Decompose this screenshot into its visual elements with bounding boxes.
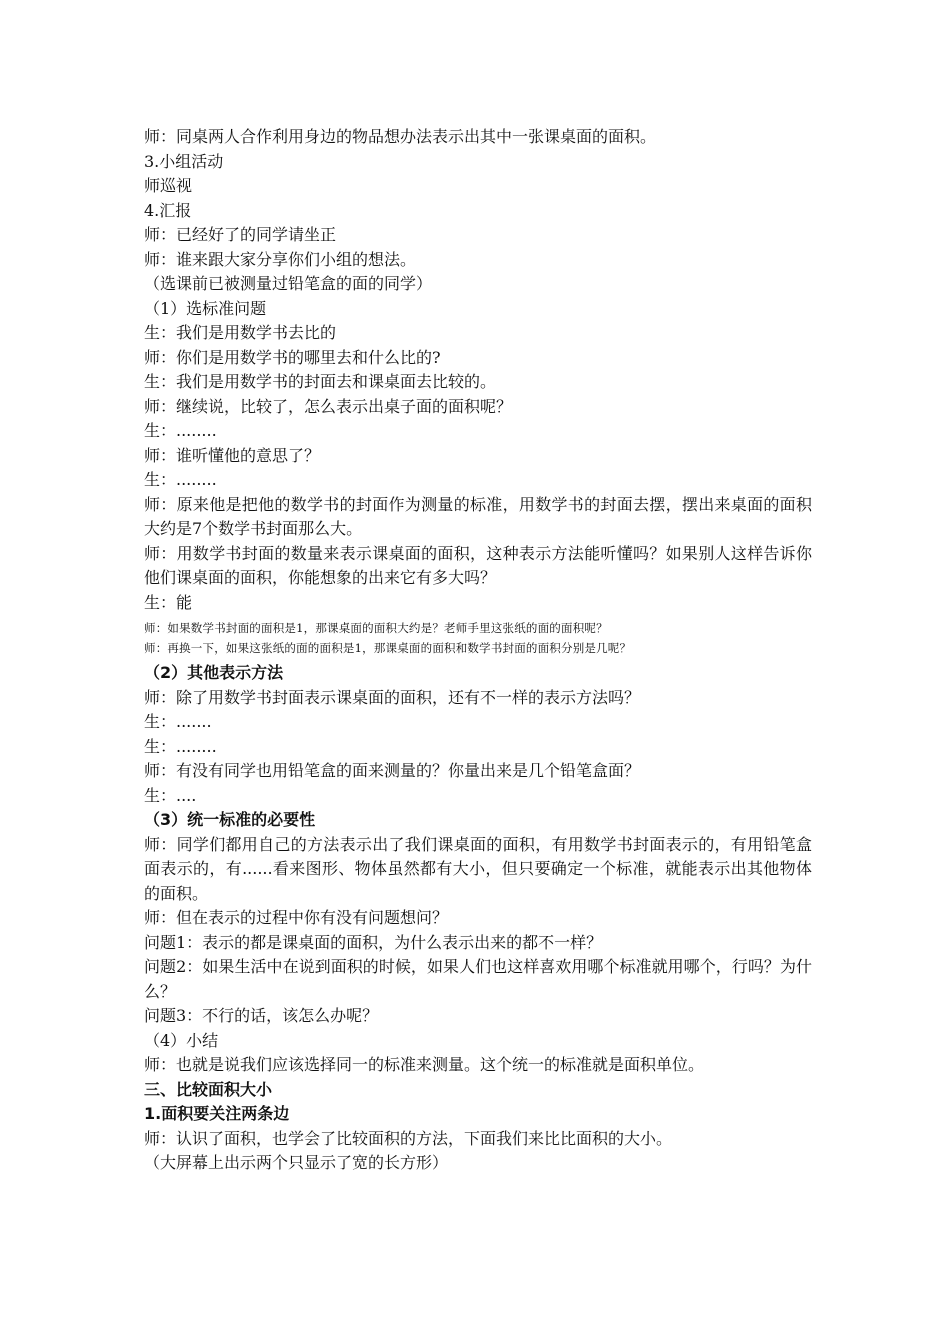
question-line: 问题3：不行的话，该怎么办呢？: [144, 1006, 379, 1025]
text-line: 生：........: [144, 421, 217, 440]
question-line: 问题1：表示的都是课桌面的面积，为什么表示出来的都不一样？: [144, 932, 603, 952]
text-line: 师：你们是用数学书的哪里去和什么比的?: [144, 347, 441, 367]
question-line: 问题2：如果生活中在说到面积的时候，如果人们也这样喜欢用哪个标准就用哪个，行吗？为什么？: [144, 957, 812, 1001]
text-line: 生：....: [144, 785, 197, 805]
text-line: 师：谁听懂他的意思了？: [144, 445, 321, 465]
text-paragraph: 师：同学们都用自己的方法表示出了我们课桌面的面积，有用数学书封面表示的，有用铅笔盒面表示的，有......看来图形、物体虽然都有大小，但只要确定一个标准，就能表示出其他物体的面积。: [144, 834, 812, 903]
text-line: 生：我们是用数学书的封面去和课桌面去比较的。: [144, 372, 497, 391]
document-body: [144, 125, 812, 1176]
text-line: 生：........: [144, 470, 217, 489]
text-paragraph: 师：原来他是把他的数学书的封面作为测量的标准，用数学书的封面去摆，摆出来桌面的面积大约是7个数学书封面那么大。: [144, 494, 812, 538]
section-heading: 3.小组活动: [144, 151, 224, 171]
section-heading: 三、比较面积大小: [144, 1079, 273, 1099]
text-line: 师：有没有同学也用铅笔盒的面来测量的？你量出来是几个铅笔盒面？: [144, 761, 641, 780]
small-text-line: 师：如果数学书封面的面积是1，那课桌面的面积大约是？老师手里这张纸的面的面积呢？: [144, 621, 608, 635]
text-line: 师：同桌两人合作利用身边的物品想办法表示出其中一张课桌面的面积。: [144, 127, 657, 146]
text-line: 生：能: [144, 592, 193, 612]
subsection-heading: （3）统一标准的必要性: [144, 810, 316, 829]
text-line: （大屏幕上出示两个只显示了宽的长方形）: [144, 1153, 449, 1172]
text-line: 生：.......: [144, 712, 212, 731]
text-line: 师：继续说，比较了，怎么表示出桌子面的面积呢？: [144, 396, 513, 416]
text-line: 师：除了用数学书封面表示课桌面的面积，还有不一样的表示方法吗？: [144, 687, 641, 707]
subsection-heading: （1）选标准问题: [144, 298, 267, 318]
subsection-heading: （2）其他表示方法: [144, 663, 284, 682]
subsection-heading: （4）小结: [144, 1030, 219, 1050]
text-line: 师：认识了面积，也学会了比较面积的方法，下面我们来比比面积的大小。: [144, 1128, 673, 1148]
text-line: （选课前已被测量过铅笔盒的面的同学）: [144, 274, 433, 293]
text-line: 师：谁来跟大家分享你们小组的想法。: [144, 249, 417, 269]
text-paragraph: 师：用数学书封面的数量来表示课桌面的面积，这种表示方法能听懂吗？如果别人这样告诉你他们课桌面的面积，你能想象的出来它有多大吗？: [144, 543, 812, 587]
section-heading: 4.汇报: [144, 200, 192, 220]
text-line: 师巡视: [144, 176, 193, 195]
text-line: 生：我们是用数学书去比的: [144, 323, 337, 342]
text-line: 师：但在表示的过程中你有没有问题想问？: [144, 908, 449, 927]
text-paragraph: 师：也就是说我们应该选择同一的标准来测量。这个统一的标准就是面积单位。: [144, 1055, 705, 1074]
subsection-heading: 1.面积要关注两条边: [144, 1104, 290, 1123]
small-text-line: 师：再换一下，如果这张纸的面的面积是1，那课桌面的面积和数学书封面的面积分别是几呢？: [144, 641, 632, 655]
text-line: 师：已经好了的同学请坐正: [144, 225, 337, 244]
text-line: 生：........: [144, 736, 217, 756]
